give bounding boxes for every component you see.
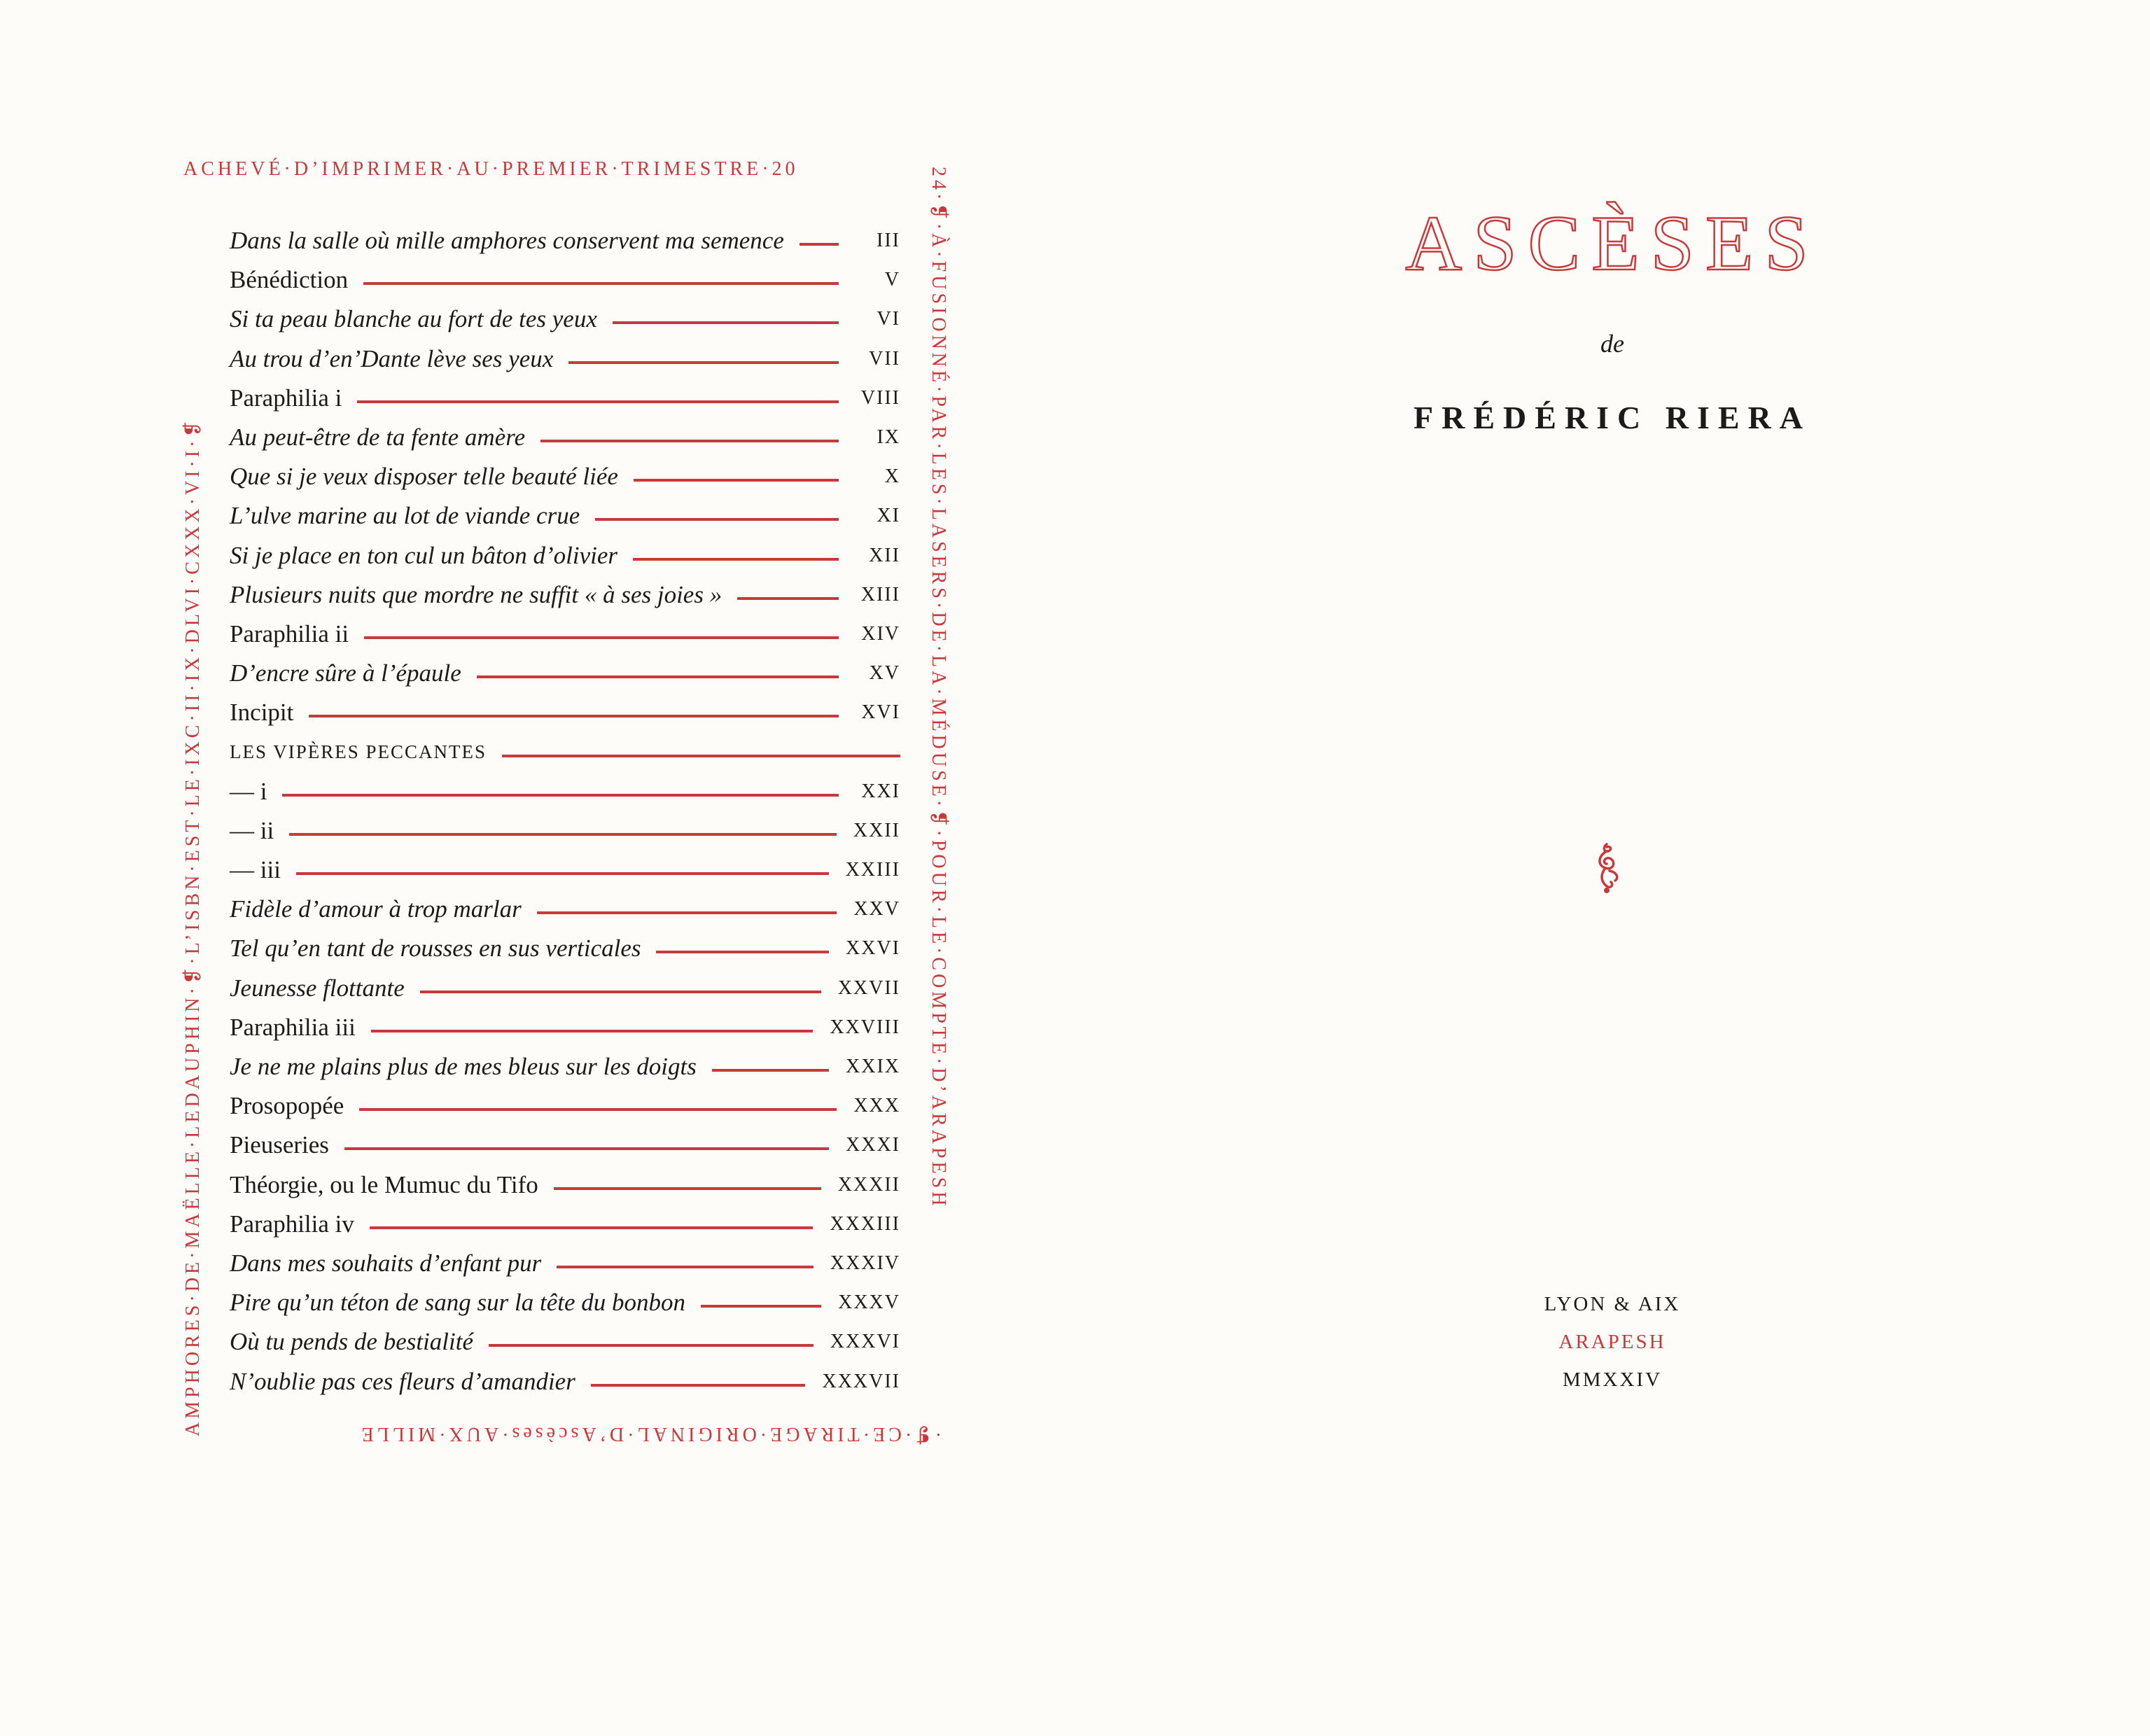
toc-entry-title: Paraphilia ii: [230, 620, 349, 648]
fleuron-ornament-icon: [1586, 840, 1628, 896]
toc-entry-title: Paraphilia i: [230, 384, 342, 412]
toc-entry-title: Au trou d’en’Dante lève ses yeux: [230, 344, 554, 372]
toc-entry: [230, 379, 900, 418]
toc-entry: [230, 1126, 900, 1165]
toc-entry-page: XXVIII: [830, 1016, 900, 1038]
toc-entry-title: Au peut-être de ta fente amère: [230, 424, 526, 451]
toc-entry-title: — iii: [230, 856, 281, 884]
toc-entry-title: Pieuseries: [230, 1131, 329, 1159]
toc-leader-line: [502, 755, 900, 757]
toc-entry: [230, 1205, 900, 1244]
toc-leader-line: [591, 1384, 806, 1387]
toc-entry-page: X: [884, 465, 900, 488]
toc-entry-title: Si ta peau blanche au fort de tes yeux: [230, 305, 597, 333]
toc-entry: [230, 1244, 900, 1283]
toc-entry-page: XXXVI: [830, 1331, 900, 1353]
toc-leader-line: [363, 282, 839, 285]
toc-entry: [230, 457, 900, 496]
toc-leader-line: [282, 794, 839, 797]
toc-entry: [230, 732, 900, 771]
toc-entry-page: VIII: [860, 386, 900, 409]
toc-leader-line: [595, 518, 839, 521]
toc-entry: [230, 1283, 900, 1322]
toc-entry: [230, 929, 900, 968]
table-of-contents: [230, 221, 900, 1401]
toc-leader-line: [420, 990, 821, 993]
toc-leader-line: [370, 1226, 813, 1229]
toc-entry: [230, 615, 900, 654]
author-name: FRÉDÉRIC RIERA: [1413, 400, 1811, 435]
toc-entry: [230, 1047, 900, 1086]
toc-entry-page: XXXIII: [830, 1212, 900, 1235]
toc-leader-line: [289, 833, 837, 836]
toc-entry-page: XIII: [860, 583, 900, 606]
toc-leader-line: [613, 321, 839, 324]
toc-entry-page: XXIII: [845, 859, 900, 881]
toc-entry-title: Pire qu’un téton de sang sur la tête du bonbon: [230, 1289, 685, 1317]
toc-entry-page: XXXIV: [830, 1252, 900, 1274]
toc-entry-title: Que si je veux disposer telle beauté liée: [230, 463, 618, 491]
imprint-publisher: ARAPESH: [1558, 1331, 1666, 1353]
toc-entry-title: Incipit: [230, 699, 294, 727]
toc-leader-line: [568, 361, 839, 364]
toc-entry-page: VII: [869, 347, 900, 370]
toc-leader-line: [537, 911, 837, 914]
toc-entry: [230, 1322, 900, 1362]
toc-entry-title: Tel qu’en tant de rousses en sus verticales: [230, 934, 641, 962]
toc-entry-page: XXIX: [846, 1056, 900, 1078]
toc-entry: [230, 221, 900, 260]
toc-entry-page: XXII: [853, 819, 900, 841]
toc-entry: [230, 772, 900, 811]
toc-entry-title: Je ne me plains plus de mes bleus sur les doigts: [230, 1053, 697, 1081]
toc-entry: [230, 260, 900, 300]
toc-entry-title: LES VIPÈRES PECCANTES: [230, 741, 487, 763]
toc-entry-page: XXVI: [846, 937, 900, 960]
toc-entry-title: N’oublie pas ces fleurs d’amandier: [230, 1367, 575, 1395]
toc-leader-line: [656, 951, 829, 953]
toc-entry-page: XXI: [861, 780, 900, 802]
toc-entry-title: Dans la salle où mille amphores conservent ma semence: [230, 227, 784, 255]
toc-entry-title: L’ulve marine au lot de viande crue: [230, 502, 580, 530]
toc-entry-title: Prosopopée: [230, 1092, 344, 1120]
colophon-left: AMPHORES·DE·MAËLLE·LEDAUPHIN·❡·L’ISBN·EST·LE·IXC·II·IX·DLVI·CXXX·VI·I·❡: [182, 417, 204, 1436]
toc-leader-line: [364, 636, 839, 639]
toc-entry: [230, 1166, 900, 1205]
toc-leader-line: [309, 715, 839, 718]
toc-leader-line: [357, 400, 839, 403]
toc-entry: [230, 890, 900, 929]
toc-leader-line: [359, 1108, 837, 1111]
toc-entry: [230, 693, 900, 732]
toc-entry-title: Jeunesse flottante: [230, 974, 405, 1002]
toc-entry-page: III: [877, 230, 900, 252]
toc-entry-page: XXXV: [838, 1292, 900, 1314]
toc-entry-title: — ii: [230, 816, 274, 844]
toc-leader-line: [701, 1305, 821, 1308]
toc-entry-title: — i: [230, 777, 267, 805]
toc-entry-title: Paraphilia iv: [230, 1210, 354, 1238]
toc-leader-line: [540, 440, 839, 442]
toc-entry-title: Plusieurs nuits que mordre ne suffit « à ses joies »: [230, 580, 723, 608]
toc-entry: [230, 340, 900, 379]
toc-leader-line: [737, 597, 839, 600]
toc-entry-title: Si je place en ton cul un bâton d’olivier: [230, 541, 618, 569]
toc-entry: [230, 1008, 900, 1047]
toc-entry-page: XXV: [853, 898, 900, 920]
toc-entry-page: IX: [877, 426, 900, 449]
toc-leader-line: [477, 676, 839, 678]
toc-entry-page: XXXII: [837, 1173, 900, 1196]
imprint: [1075, 1285, 2150, 1399]
toc-entry: [230, 1086, 900, 1126]
toc-entry-title: Où tu pends de bestialité: [230, 1328, 474, 1356]
toc-entry-page: XI: [877, 505, 900, 527]
toc-entry-page: VI: [877, 308, 900, 330]
colophon-top: ACHEVÉ·D’IMPRIMER·AU·PREMIER·TRIMESTRE·20: [183, 158, 799, 180]
toc-leader-line: [371, 1030, 814, 1032]
toc-entry-page: XVI: [861, 701, 900, 724]
toc-leader-line: [712, 1069, 829, 1072]
title-page: [1075, 0, 2150, 1736]
toc-entry: [230, 654, 900, 693]
toc-leader-line: [344, 1147, 829, 1150]
book-title: ASCÈSES: [1405, 200, 1820, 287]
toc-entry-title: Fidèle d’amour à trop marlar: [230, 895, 522, 923]
toc-entry-page: XXXVII: [822, 1370, 900, 1392]
toc-entry: [230, 850, 900, 890]
colophon-right: 24·❡·À·FUSIONNÉ·PAR·LES·LASERS·DE·LA·MÉDUSE·❡·POUR·LE·COMPTE·D’ARAPESH: [928, 167, 949, 1210]
toc-entry-title: Dans mes souhaits d’enfant pur: [230, 1249, 542, 1277]
toc-leader-line: [489, 1344, 814, 1347]
toc-entry: [230, 811, 900, 850]
toc-entry-title: Bénédiction: [230, 266, 349, 294]
toc-entry-page: XIV: [861, 622, 900, 645]
toc-entry-title: D’encre sûre à l’épaule: [230, 659, 461, 687]
by-label: de: [1600, 330, 1624, 358]
toc-leader-line: [554, 1187, 821, 1190]
colophon-bottom: ·❡·CE·TIRAGE·ORIGINAL·D’Ascèses·AUX·MILLE: [358, 1423, 942, 1445]
toc-entry: [230, 1362, 900, 1401]
toc-entry-page: XXXI: [846, 1134, 900, 1156]
toc-leader-line: [633, 558, 839, 561]
toc-entry-page: XV: [869, 662, 900, 685]
toc-entry: [230, 418, 900, 457]
toc-entry: [230, 575, 900, 615]
toc-entry-page: V: [884, 269, 900, 291]
toc-leader-line: [296, 872, 829, 875]
toc-entry: [230, 536, 900, 575]
toc-entry: [230, 969, 900, 1008]
imprint-place: LYON & AIX: [1544, 1293, 1681, 1315]
toc-leader-line: [634, 479, 839, 482]
toc-entry-page: XXVII: [837, 976, 900, 999]
toc-entry-page: XXX: [853, 1095, 900, 1117]
toc-entry: [230, 300, 900, 339]
imprint-year: MMXXIV: [1562, 1368, 1663, 1391]
toc-leader-line: [557, 1266, 814, 1268]
toc-entry-page: XII: [869, 544, 900, 566]
toc-entry: [230, 496, 900, 536]
toc-leader-line: [800, 243, 839, 246]
toc-entry-title: Théorgie, ou le Mumuc du Tifo: [230, 1170, 538, 1198]
toc-entry-title: Paraphilia iii: [230, 1013, 356, 1041]
